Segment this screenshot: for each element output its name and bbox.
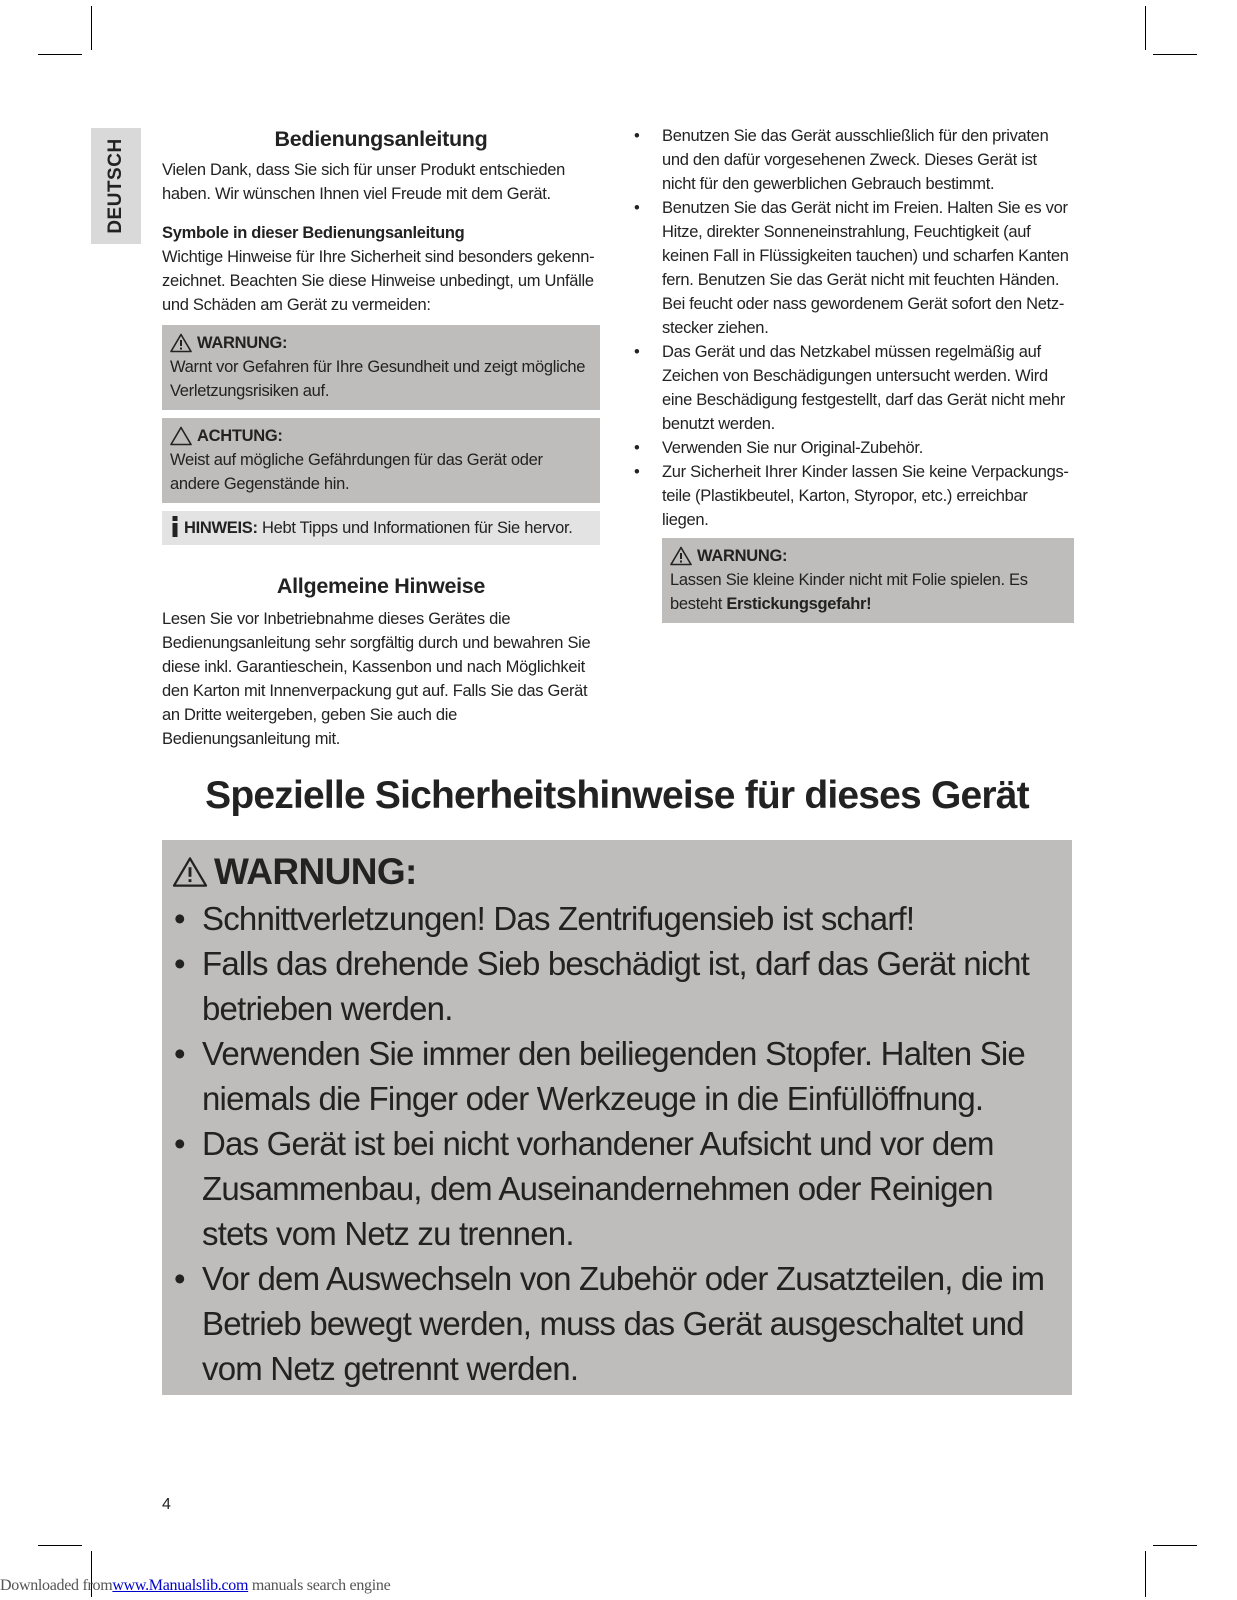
left-column bbox=[162, 124, 600, 751]
crop-mark bbox=[38, 54, 82, 55]
list-item: • Das Gerät ist bei nicht vorhandener Aufsicht und vor dem Zusammenbau, dem Auseinandernehmen oder Reinigen stets vom Netz zu trennen. bbox=[172, 1121, 1058, 1256]
special-warning-list bbox=[172, 896, 1058, 1391]
language-tab bbox=[91, 128, 141, 244]
warning-legend-text: Warnt vor Gefahren für Ihre Gesundheit und zeigt mögliche Verletzungsrisiken auf. bbox=[170, 358, 586, 400]
list-item: • Benutzen Sie das Gerät nicht im Freien. Halten Sie es vor Hitze, direkter Sonneneinstrahlung, Feuchtigkeit (auf keinen Fall in Flüssigkeiten tauchen) und scharfen Kanten fern. Benutzen Sie das Gerät nicht mit feuchten Händen. Bei feucht oder nass gewordenem Gerät sofort den Netzstecker ziehen. bbox=[634, 196, 1074, 340]
warning-triangle-icon bbox=[172, 856, 208, 888]
page-number: 4 bbox=[162, 1496, 171, 1513]
list-item: • Falls das drehende Sieb beschädigt ist, darf das Gerät nicht betrieben werden. bbox=[172, 941, 1058, 1031]
list-item: • Verwenden Sie immer den beiliegenden Stopfer. Halten Sie niemals die Finger oder Werkzeuge in die Einfüllöffnung. bbox=[172, 1031, 1058, 1121]
note-legend-box bbox=[162, 511, 600, 545]
caution-legend-text: Weist auf mögliche Gefährdungen für das Gerät oder andere Gegenstände hin. bbox=[170, 451, 543, 493]
note-legend-text: Hebt Tipps und Informationen für Sie hervor. bbox=[261, 519, 573, 537]
crop-mark bbox=[38, 1545, 82, 1546]
crop-mark bbox=[1145, 1551, 1146, 1597]
footer-suffix: manuals search engine bbox=[251, 1577, 391, 1594]
list-item: • Schnittverletzungen! Das Zentrifugensieb ist scharf! bbox=[172, 896, 1058, 941]
general-heading: Allgemeine Hinweise bbox=[276, 574, 486, 598]
warning-legend-box bbox=[162, 325, 600, 410]
child-warning-box bbox=[662, 538, 1074, 623]
right-column bbox=[634, 124, 1074, 623]
manualslib-link[interactable]: www.Manualslib.com bbox=[112, 1577, 249, 1594]
footer-prefix: Downloaded from bbox=[0, 1577, 113, 1594]
general-text: Lesen Sie vor Inbetriebnahme dieses Gerätes die Bedienungsanleitung sehr sorgfältig durch und bewahren Sie diese inkl. Garantieschein, Kassenbon und nach Möglichkeit den Karton mit Innenverpackung gut auf. Falls Sie das Gerät an Dritte weitergeben, geben Sie auch die Bedienungsanleitung mit. bbox=[162, 610, 591, 748]
crop-mark bbox=[1145, 6, 1146, 50]
child-warning-emphasis: Erstickungsgefahr! bbox=[726, 595, 872, 613]
list-item: • Das Gerät und das Netzkabel müssen regelmäßig auf Zeichen von Beschädigungen untersucht werden. Wird eine Beschädigung festgestellt, darf das Gerät nicht mehr benutzt werden. bbox=[634, 340, 1074, 436]
special-warning-box bbox=[162, 840, 1072, 1395]
special-warning-title: WARNUNG: bbox=[214, 851, 417, 892]
crop-mark bbox=[91, 6, 92, 50]
symbols-heading: Symbole in dieser Bedienungsanleitung bbox=[162, 224, 465, 242]
info-icon bbox=[170, 516, 180, 538]
crop-mark bbox=[1153, 1545, 1197, 1546]
list-item: • Vor dem Auswechseln von Zubehör oder Zusatzteilen, die im Betrieb bewegt werden, muss das Gerät ausgeschaltet und vom Netz getrennt werden. bbox=[172, 1256, 1058, 1391]
warning-legend-title: WARNUNG: bbox=[197, 334, 288, 352]
warning-triangle-icon bbox=[170, 333, 192, 353]
intro-text: Vielen Dank, dass Sie sich für unser Produkt entschieden haben. Wir wünschen Ihnen viel Freude mit dem Gerät. bbox=[162, 161, 565, 203]
special-safety-title: Spezielle Sicherheitshinweise für dieses Gerät bbox=[205, 774, 1029, 817]
child-warning-text: Lassen Sie kleine Kinder nicht mit Folie spielen. Es besteht bbox=[670, 571, 1028, 613]
list-item: • Verwenden Sie nur Original-Zubehör. bbox=[634, 436, 1074, 460]
list-item: • Benutzen Sie das Gerät ausschließlich für den privaten und den dafür vorgesehenen Zweck. Dieses Gerät ist nicht für den gewerblichen Gebrauch bestimmt. bbox=[634, 124, 1074, 196]
caution-legend-box bbox=[162, 418, 600, 503]
warning-triangle-icon bbox=[670, 546, 692, 566]
caution-triangle-icon bbox=[170, 426, 192, 446]
child-warning-title: WARNUNG: bbox=[697, 547, 788, 565]
manual-heading: Bedienungsanleitung bbox=[274, 127, 488, 151]
caution-legend-title: ACHTUNG: bbox=[197, 427, 283, 445]
language-label: DEUTSCH bbox=[105, 138, 126, 234]
safety-bullet-list bbox=[634, 124, 1074, 532]
symbols-text: Wichtige Hinweise für Ihre Sicherheit sind besonders gekennzeichnet. Beachten Sie diese Hinweise unbedingt, um Unfälle und Schäden am Gerät zu vermeiden: bbox=[162, 248, 595, 314]
crop-mark bbox=[1153, 54, 1197, 55]
list-item: • Zur Sicherheit Ihrer Kinder lassen Sie keine Verpackungsteile (Plastikbeutel, Karton, Styropor, etc.) erreichbar liegen. bbox=[634, 460, 1074, 532]
download-footer bbox=[0, 1577, 390, 1595]
note-legend-title: HINWEIS: bbox=[184, 519, 258, 537]
